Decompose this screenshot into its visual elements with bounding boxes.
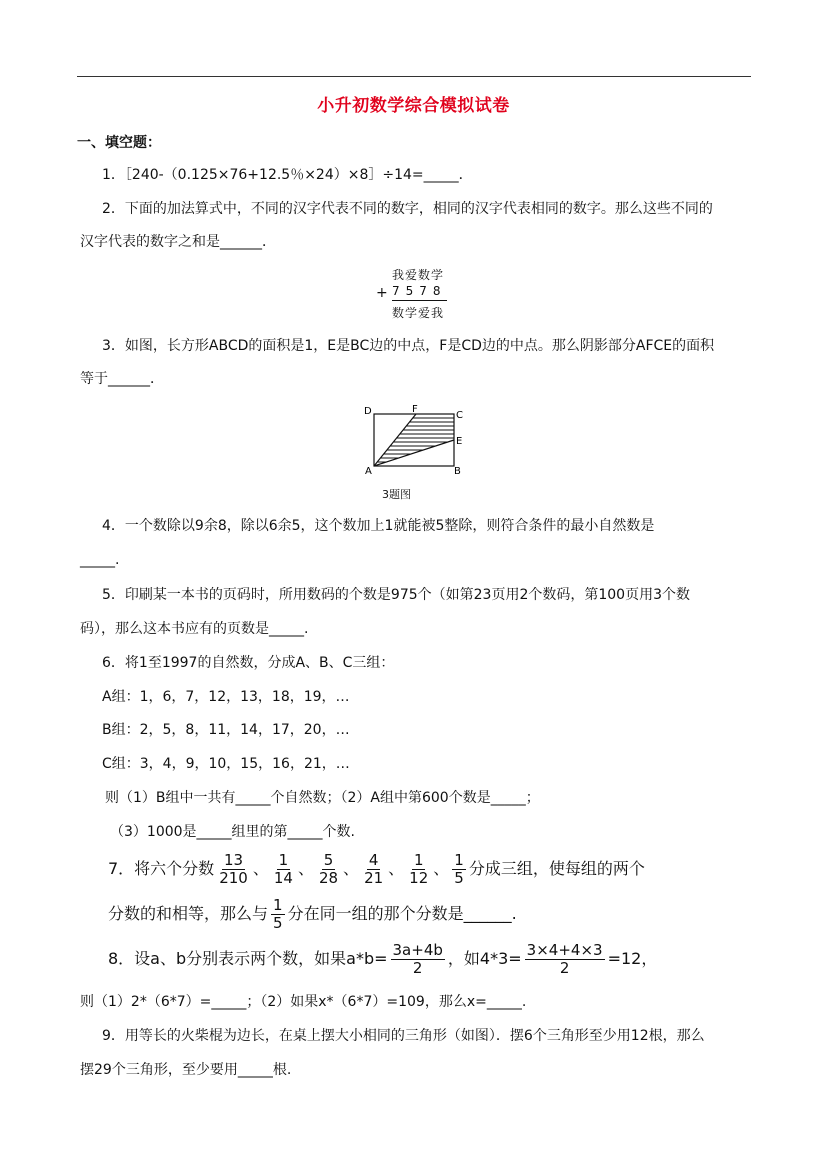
numerator: 1 [413,851,424,869]
segment-ae [374,440,454,466]
numerator: 3×4+4×3 [526,941,603,959]
question-5-line2: 码），那么这本书应有的页数是_____. [80,621,309,637]
question-7-line2-text-b: 分在同一组的那个分数是______. [287,904,517,923]
fraction [271,897,285,932]
fraction [317,852,340,887]
question-8-text-1: 8．设a、b分别表示两个数，如果a*b= [108,949,388,968]
addition-row-2: 7578 [392,284,447,301]
numerator: 3a+4b [392,941,443,959]
fraction [391,942,445,977]
separator: 、 [388,859,405,878]
question-2-line2: 汉字代表的数字之和是______． [80,234,276,250]
label-a: A [365,466,372,477]
numerator: 13 [223,851,244,869]
numerator: 1 [278,851,289,869]
question-7-prefix: 7．将六个分数 [108,859,215,878]
question-3-line1: 3．如图，长方形ABCD的面积是1，E是BC边的中点，F是CD边的中点。那么阴影部分AFCE的面积 [102,338,715,354]
denominator: 14 [273,869,293,887]
question-9-line1: 9．用等长的火柴棍为边长，在桌上摆大小相同的三角形（如图）．摆6个三角形至少用12根，那么 [102,1028,705,1044]
fraction [407,852,430,887]
question-7-line1 [108,852,645,887]
question-6-line6: （3）1000是_____组里的第_____个数. [110,824,355,840]
page-title: 小升初数学综合模拟试卷 [317,96,510,116]
group-b: B组：2，5，8，11，14，17，20，… [102,722,350,738]
denominator: 2 [412,959,423,977]
denominator: 5 [273,914,283,932]
question-8-line2: 则（1）2*（6*7）=_____；（2）如果x*（6*7）=109，那么x=_____. [80,994,527,1010]
separator: 、 [252,859,269,878]
top-rule [77,76,751,77]
separator: 、 [297,859,314,878]
label-e: E [456,436,463,447]
fraction [525,942,605,977]
question-1: 1．［240-（0.125×76+12.5％×24）×8］÷14=_____． [102,167,473,183]
question-8-line1 [108,942,657,977]
separator: 、 [343,859,360,878]
denominator: 28 [318,869,339,887]
question-9-line2: 摆29个三角形，至少要用_____根. [80,1062,292,1078]
question-4-line2: _____. [80,552,120,568]
separator: 、 [433,859,450,878]
denominator: 5 [454,869,464,887]
fraction [217,852,250,887]
question-8-text-2: ，如4*3= [447,949,522,968]
rectangle-figure [360,402,470,482]
question-7-suffix: 分成三组，使每组的两个 [468,859,645,878]
fraction [452,852,466,887]
shaded-region-afce [370,418,463,462]
fraction [272,852,295,887]
denominator: 2 [559,959,570,977]
plus-sign: + [376,285,388,301]
label-c: C [456,410,463,421]
fraction [362,852,385,887]
question-5-line1: 5．印刷某一本书的页码时，所用数码的个数是975个（如第23页用2个数码，第100页用3个数 [102,587,690,603]
question-7-line2-text-a: 分数的和相等，那么与 [108,904,269,923]
numerator: 1 [454,851,464,869]
question-6-line5: 则（1）B组中一共有_____个自然数；（2）A组中第600个数是_____； [105,790,540,806]
denominator: 210 [219,869,248,887]
section-heading: 一、填空题： [77,135,161,151]
numerator: 1 [273,896,283,914]
figure-caption: 3题图 [382,488,411,501]
group-c: C组：3，4，9，10，15，16，21，… [102,756,350,772]
addition-row-1: 我爱数学 [392,268,445,282]
question-8-text-3: =12， [607,949,658,968]
label-f: F [412,404,418,415]
group-a: A组：1，6，7，12，13，18，19，… [102,689,350,705]
question-2-line1: 2．下面的加法算式中，不同的汉字代表不同的数字，相同的汉字代表相同的数字。那么这些不同的 [102,201,713,217]
label-b: B [454,466,461,477]
question-6-line1: 6．将1至1997的自然数，分成A、B、C三组： [102,655,395,671]
denominator: 21 [364,869,384,887]
numerator: 4 [368,851,379,869]
question-3-line2: 等于______． [80,371,164,387]
question-4-line1: 4．一个数除以9余8，除以6余5，这个数加上1就能被5整除，则符合条件的最小自然数是 [102,518,655,534]
question-7-line2 [108,897,517,932]
label-d: D [364,406,372,417]
numerator: 5 [323,851,334,869]
denominator: 12 [409,869,429,887]
addition-result: 数学爱我 [392,306,445,320]
